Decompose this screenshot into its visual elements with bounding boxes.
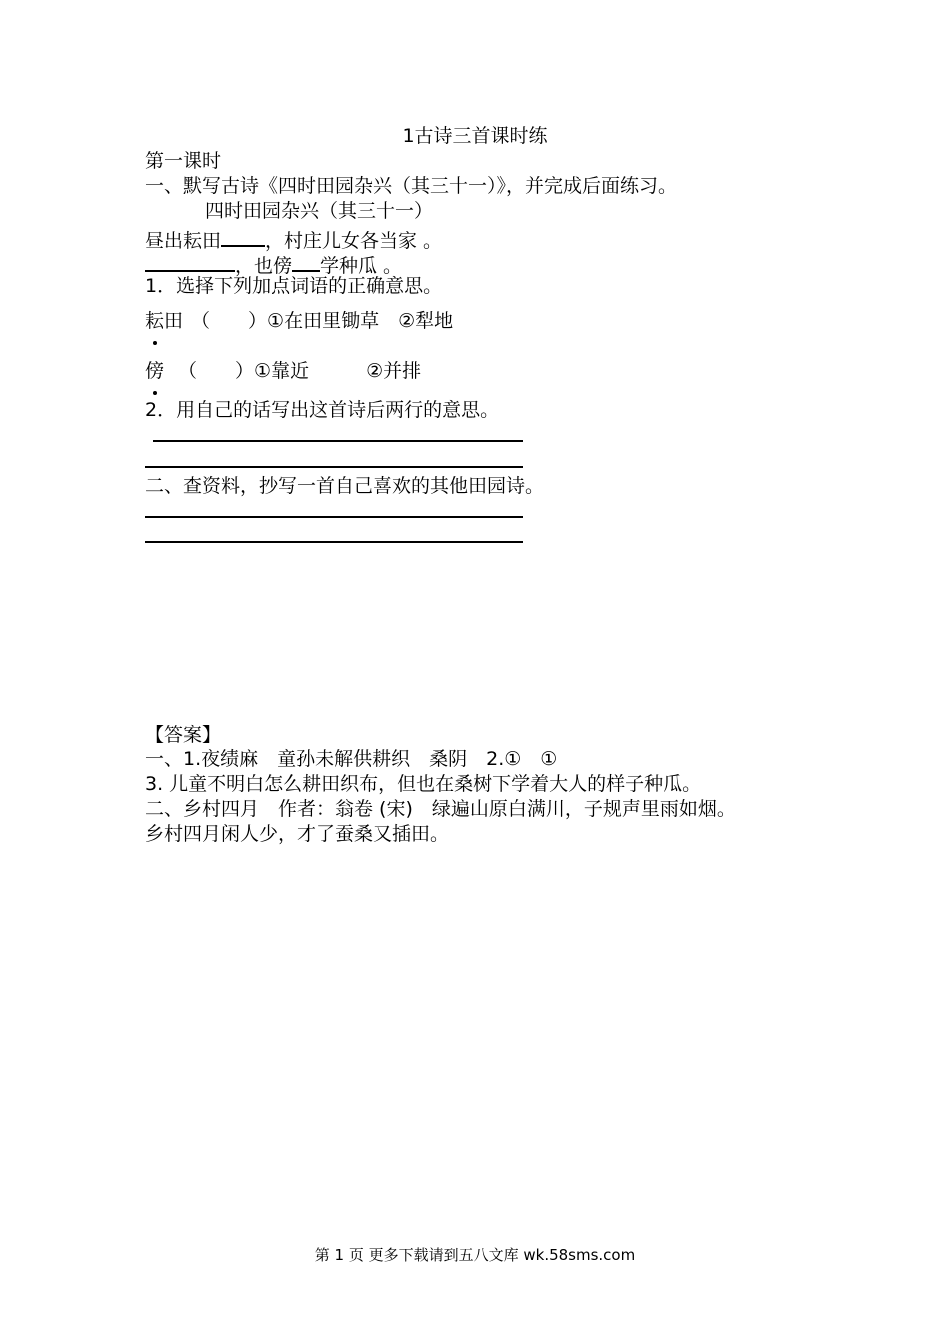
- answer-text-3: 二、乡村四月 作者：翁卷 (宋) 绿遍山原白满川，子规声里雨如烟。: [145, 798, 736, 820]
- poem-line-1-end: ，村庄儿女各当家 。: [265, 230, 443, 252]
- page-title: 1古诗三首课时练: [402, 125, 548, 147]
- item-1-answer-paren[interactable]: （ ）: [191, 310, 268, 332]
- item-2-options: ①靠近 ②并排: [254, 360, 422, 382]
- lesson-label: 第一课时: [145, 150, 222, 172]
- fill-blank-1[interactable]: [221, 225, 265, 247]
- fill-blank-2[interactable]: [145, 250, 235, 272]
- answer-line-2[interactable]: [145, 466, 523, 468]
- answer-text-2: 3. 儿童不明白怎么耕田织布，但也在桑树下学着大人的样子种瓜。: [145, 773, 702, 795]
- section1-heading: 一、默写古诗《四时田园杂兴（其三十一）》，并完成后面练习。: [145, 175, 678, 197]
- poem-line-1-start: 昼出耘田: [145, 230, 222, 252]
- answer-text-4: 乡村四月闲人少，才了蚕桑又插田。: [145, 823, 450, 845]
- poem-title: 四时田园杂兴（其三十一）: [205, 200, 434, 222]
- section2-heading: 二、查资料，抄写一首自己喜欢的其他田园诗。: [145, 475, 545, 497]
- question-1-prompt: 1．选择下列加点词语的正确意思。: [145, 275, 443, 297]
- poem-line-2-end: 学种瓜 。: [320, 255, 403, 277]
- poem-line-1: [145, 225, 442, 253]
- item-2-answer-paren[interactable]: （ ）: [178, 360, 255, 382]
- question-1-item-2: [145, 359, 421, 383]
- question-2-prompt: 2．用自己的话写出这首诗后两行的意思。: [145, 399, 500, 421]
- answer-line-3[interactable]: [145, 516, 523, 518]
- dotted-word-yun: 耘: [145, 310, 165, 332]
- item-1-word-rest: 田: [164, 310, 184, 332]
- answer-line-4[interactable]: [145, 541, 523, 543]
- answer-text-1: 一、1.夜绩麻 童孙未解供耕织 桑阴 2.① ①: [145, 748, 558, 770]
- answers-heading: 【答案】: [145, 724, 222, 746]
- question-1-item-1: [145, 309, 453, 333]
- poem-line-2-mid: ，也傍: [235, 255, 293, 277]
- fill-blank-3[interactable]: [292, 250, 320, 272]
- item-1-options: ①在田里锄草 ②犁地: [267, 310, 454, 332]
- dotted-word-bang: 傍: [145, 360, 165, 382]
- answer-line-1[interactable]: [153, 440, 523, 442]
- page-footer: 第 1 页 更多下载请到五八文库 wk.58sms.com: [314, 1246, 636, 1264]
